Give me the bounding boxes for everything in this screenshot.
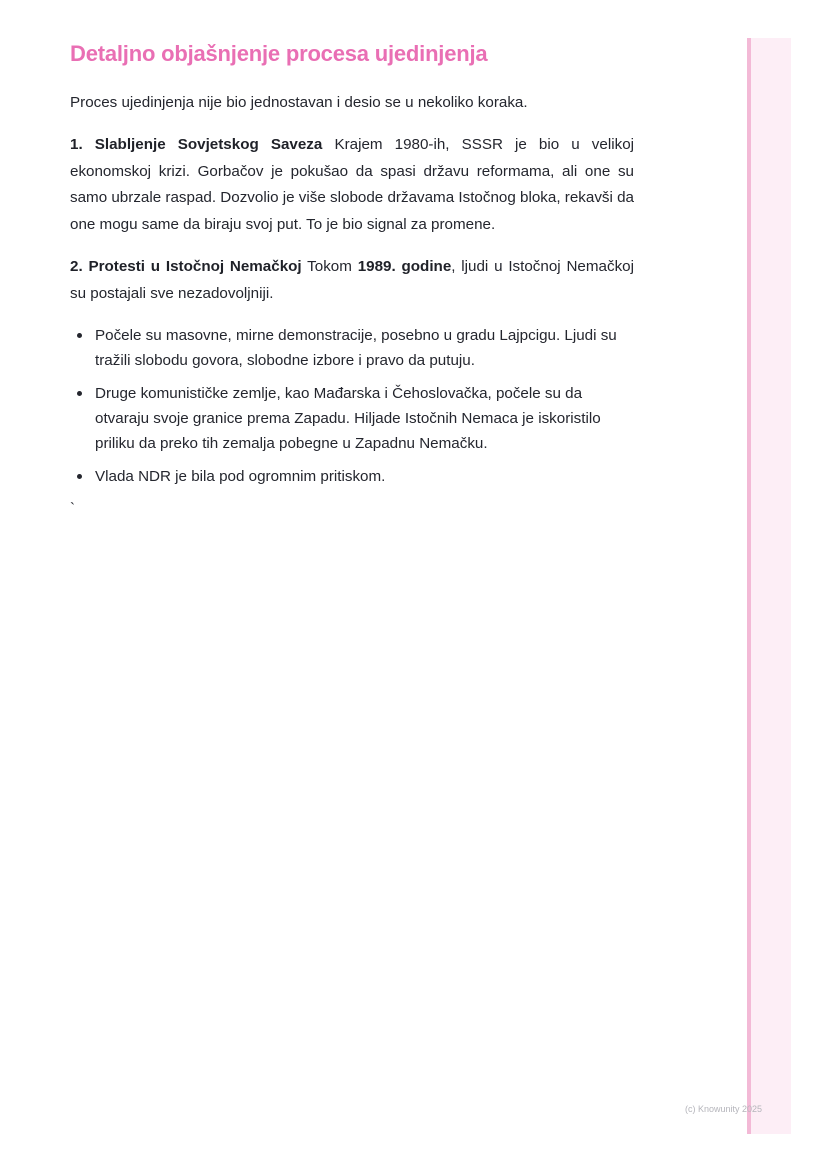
bullet-dot-icon: [77, 474, 82, 479]
section-2-year: 1989. godine: [357, 258, 452, 275]
side-margin-band: [747, 38, 791, 1134]
list-item: [70, 464, 634, 489]
section-2-bullet-list: [70, 323, 634, 489]
intro-paragraph: Proces ujedinjenja nije bio jednostavan i desio se u nekoliko koraka.: [70, 94, 528, 111]
bullet-dot-icon: [77, 333, 82, 338]
section-1-heading: 1. Slabljenje Sovjetskog Saveza: [70, 136, 323, 153]
list-item-text: Počele su masovne, mirne demonstracije, posebno u gradu Lajpcigu. Ljudi su tražili slobodu govora, slobodne izbore i pravo da putuju.: [95, 327, 617, 369]
section-1-paragraph: [70, 132, 634, 238]
copyright-footer: (c) Knowunity 2025: [685, 1104, 763, 1114]
list-item-text: Vlada NDR je bila pod ogromnim pritiskom.: [95, 468, 386, 485]
list-item: [70, 323, 634, 373]
section-2-heading: 2. Protesti u Istočnoj Nemačkoj: [70, 258, 302, 275]
page-title: Detaljno objašnjenje procesa ujedinjenja: [70, 41, 488, 66]
section-2-paragraph: [70, 254, 634, 307]
side-margin-rule: [747, 38, 751, 1134]
section-2-text-before: Tokom: [301, 258, 358, 275]
list-item: [70, 381, 634, 456]
bullet-dot-icon: [77, 391, 82, 396]
list-item-text: Druge komunističke zemlje, kao Mađarska i Čehoslovačka, počele su da otvaraju svoje granice prema Zapadu. Hiljade Istočnih Nemaca je iskoristilo priliku da preko tih zemalja pobegne u Zapadnu Nemačku.: [95, 385, 601, 452]
section-2-text-after: , ljudi u Istočnoj Nemačkoj su postajali sve nezadovoljniji.: [70, 258, 634, 302]
section-1-text: Krajem 1980-ih, SSSR je bio u velikoj ekonomskoj krizi. Gorbačov je pokušao da spasi državu reformama, ali one su samo ubrzale raspad. Dozvolio je više slobode državama Istočnog bloka, rekavši da one mogu same da biraju svoj put. To je bio signal za promene.: [70, 136, 635, 233]
document-content: [70, 38, 634, 519]
stray-backtick-mark: `: [70, 500, 75, 517]
